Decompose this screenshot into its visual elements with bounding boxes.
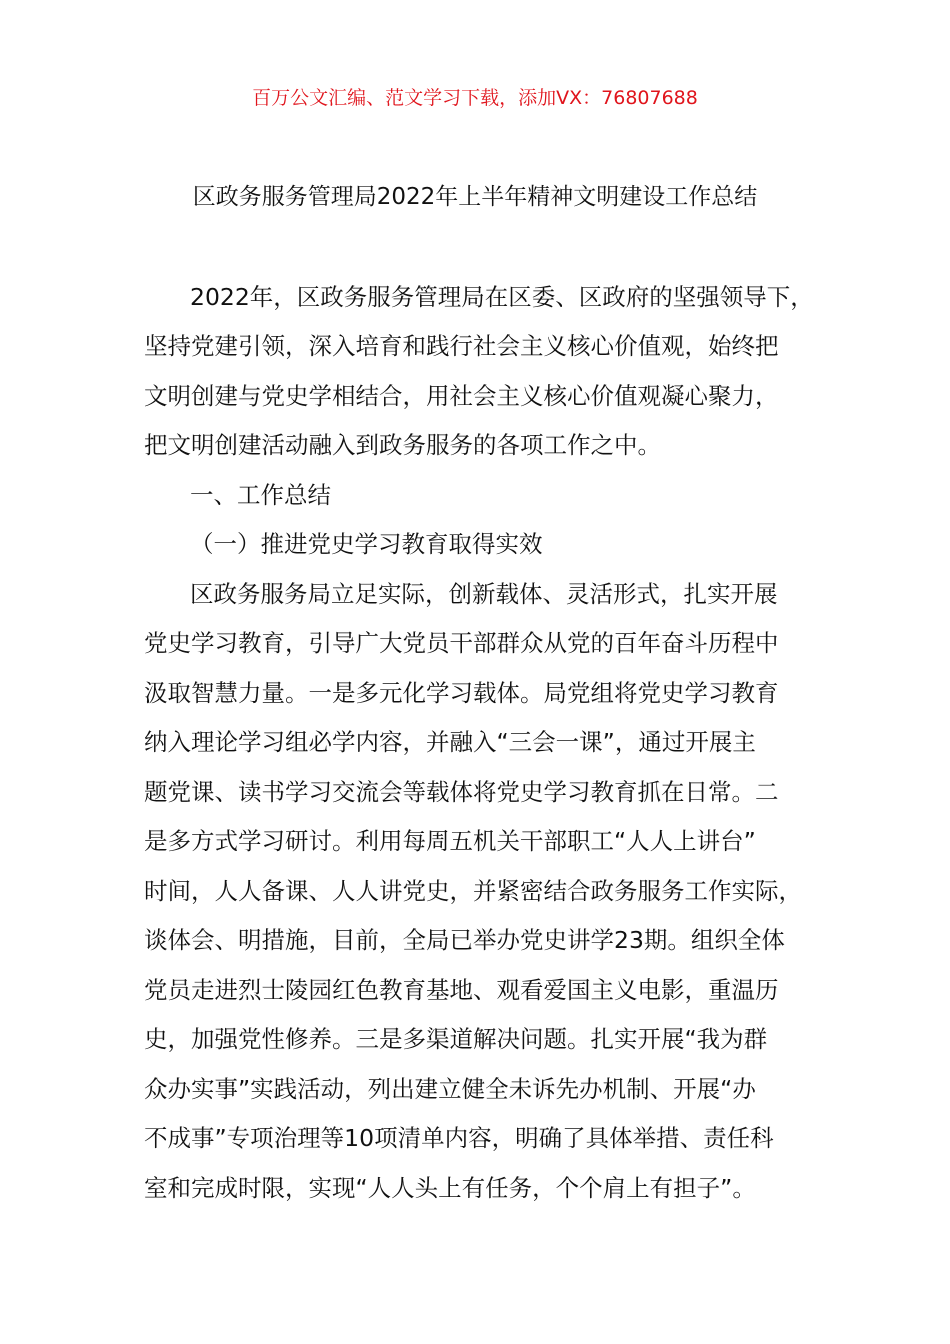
paragraph-body-line-8: 谈体会、明措施，目前，全局已举办党史讲学23期。组织全体 bbox=[144, 926, 785, 954]
paragraph-body-line-2: 党史学习教育，引导广大党员干部群众从党的百年奋斗历程中 bbox=[144, 629, 779, 657]
paragraph-body-line-9: 党员走进烈士陵园红色教育基地、观看爱国主义电影，重温历 bbox=[144, 976, 779, 1004]
paragraph-intro-line-4: 把文明创建活动融入到政务服务的各项工作之中。 bbox=[144, 431, 661, 459]
paragraph-body-line-7: 时间，人人备课、人人讲党史，并紧密结合政务服务工作实际， bbox=[144, 877, 802, 905]
document-title: 区政务服务管理局2022年上半年精神文明建设工作总结 bbox=[192, 184, 758, 210]
paragraph-body-line-11: 众办实事”实践活动，列出建立健全未诉先办机制、开展“办 bbox=[144, 1075, 756, 1103]
paragraph-body-line-3: 汲取智慧力量。一是多元化学习载体。局党组将党史学习教育 bbox=[144, 679, 779, 707]
paragraph-intro-line-1: 2022年，区政务服务管理局在区委、区政府的坚强领导下， bbox=[190, 283, 814, 311]
paragraph-intro-line-2: 坚持党建引领，深入培育和践行社会主义核心价值观，始终把 bbox=[144, 332, 779, 360]
paragraph-intro-line-3: 文明创建与党史学相结合，用社会主义核心价值观凝心聚力， bbox=[144, 382, 779, 410]
paragraph-body-line-13: 室和完成时限，实现“人人头上有任务，个个肩上有担子”。 bbox=[144, 1174, 756, 1202]
paragraph-body-line-4: 纳入理论学习组必学内容，并融入“三会一课”，通过开展主 bbox=[144, 728, 756, 756]
paragraph-body-line-6: 是多方式学习研讨。利用每周五机关干部职工“人人上讲台” bbox=[144, 827, 756, 855]
paragraph-body-line-1: 区政务服务局立足实际，创新载体、灵活形式，扎实开展 bbox=[190, 580, 778, 608]
section-heading-1: 一、工作总结 bbox=[190, 481, 331, 509]
paragraph-body-line-10: 史，加强党性修养。三是多渠道解决问题。扎实开展“我为群 bbox=[144, 1025, 768, 1053]
watermark-banner: 百万公文汇编、范文学习下载，添加VX：76807688 bbox=[252, 87, 698, 109]
subsection-heading-1: （一）推进党史学习教育取得实效 bbox=[190, 530, 543, 558]
paragraph-body-line-5: 题党课、读书学习交流会等载体将党史学习教育抓在日常。二 bbox=[144, 778, 779, 806]
paragraph-body-line-12: 不成事”专项治理等10项清单内容，明确了具体举措、责任科 bbox=[144, 1124, 774, 1152]
